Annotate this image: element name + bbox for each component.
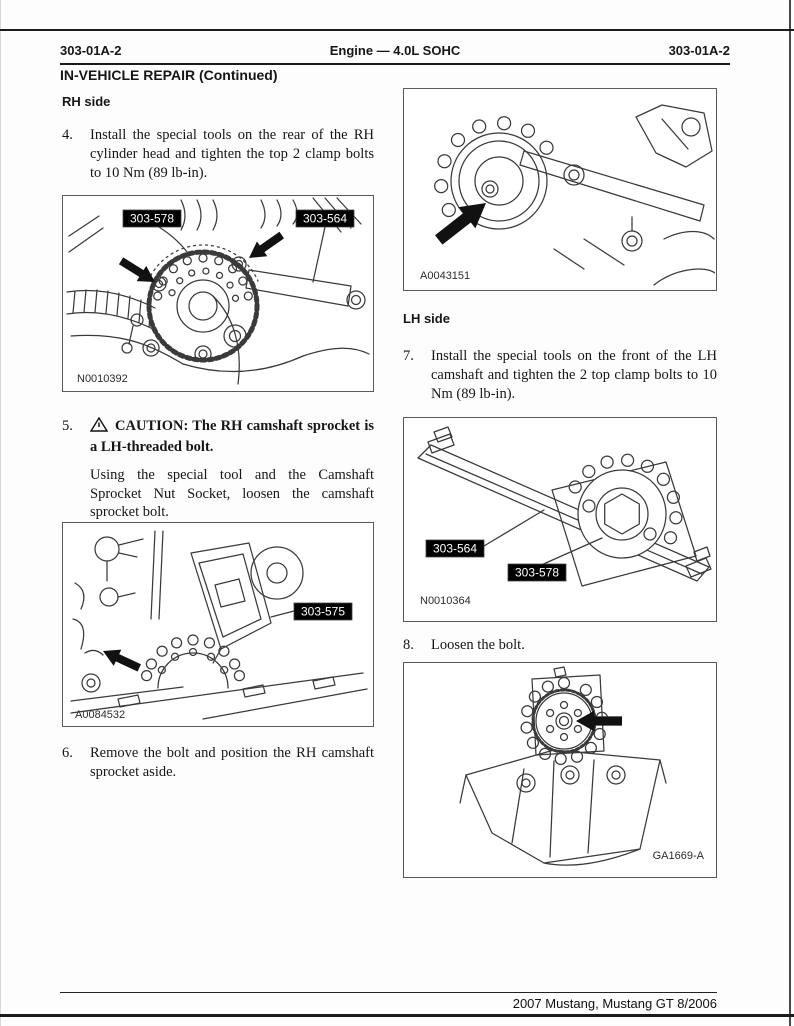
step-6 bbox=[62, 744, 374, 782]
figure-code: N0010364 bbox=[420, 595, 471, 607]
fig2-line-art bbox=[71, 531, 367, 719]
header-right-code: 303-01A-2 bbox=[668, 43, 730, 58]
step-7-text: Install the special tools on the front of the LH camshaft and tighten the 2 top clamp bolts to 10 Nm (89 lb-in). bbox=[431, 348, 717, 402]
lh-side-heading: LH side bbox=[403, 311, 450, 326]
figure-lh-tools bbox=[403, 417, 717, 622]
fig4-illustration bbox=[404, 418, 715, 620]
step-6-number: 6. bbox=[62, 745, 73, 761]
fig3-line-art bbox=[435, 105, 715, 285]
step-8-text: Loosen the bolt. bbox=[431, 637, 525, 653]
figure-code: GA1669-A bbox=[652, 850, 704, 862]
figure-lh-loosen-bolt bbox=[403, 662, 717, 878]
fig1-illustration bbox=[63, 196, 372, 390]
figure-code: A0084532 bbox=[75, 709, 126, 721]
header-left-code: 303-01A-2 bbox=[60, 43, 122, 58]
step-5-number: 5. bbox=[62, 418, 73, 434]
fig3-arrow bbox=[430, 192, 494, 250]
step-5-caution bbox=[90, 417, 374, 457]
fig2-arrow bbox=[99, 643, 143, 676]
step-7-number: 7. bbox=[403, 348, 414, 364]
header-rule bbox=[60, 63, 730, 65]
page-top-rule bbox=[0, 29, 794, 31]
fig5-illustration bbox=[404, 663, 715, 876]
tool-label-303-564-text: 303-564 bbox=[302, 211, 348, 226]
caution-icon bbox=[90, 417, 108, 438]
step-6-text: Remove the bolt and position the RH camshaft sprocket aside. bbox=[90, 745, 374, 780]
tool-label-303-575-text: 303-575 bbox=[300, 604, 346, 619]
figure-rh-loosen-tool bbox=[62, 522, 374, 727]
fig5-line-art bbox=[460, 667, 666, 865]
footer-rule bbox=[60, 992, 717, 993]
step-5-text: Using the special tool and the Camshaft Sprocket Nut Socket, loosen the camshaft sprocket bolt. bbox=[90, 466, 374, 521]
step-5 bbox=[62, 417, 374, 522]
page-left-edge bbox=[0, 0, 1, 1026]
tool-label-303-564-text: 303-564 bbox=[432, 541, 478, 556]
fig3-illustration bbox=[404, 89, 715, 289]
tool-label-303-578-text: 303-578 bbox=[129, 211, 175, 226]
figure-lh-sprocket bbox=[403, 88, 717, 291]
footer-text: 2007 Mustang, Mustang GT 8/2006 bbox=[512, 996, 717, 1011]
fig1-arrow-right bbox=[244, 228, 287, 266]
page-bottom-rule bbox=[0, 1014, 794, 1017]
step-4-text: Install the special tools on the rear of the RH cylinder head and tighten the top 2 clamp bolts to 10 Nm (89 lb-in). bbox=[90, 127, 374, 181]
page-header bbox=[60, 43, 730, 58]
figure-code: N0010392 bbox=[77, 373, 128, 385]
step-4-number: 4. bbox=[62, 127, 73, 143]
page-right-edge-tab bbox=[789, 0, 791, 1026]
fig2-illustration bbox=[63, 523, 372, 725]
tool-label-303-578-text: 303-578 bbox=[514, 565, 560, 580]
figure-code: A0043151 bbox=[420, 270, 471, 282]
rh-side-heading: RH side bbox=[62, 94, 111, 109]
step-7 bbox=[403, 347, 717, 404]
step-8 bbox=[403, 636, 717, 655]
fig4-line-art bbox=[418, 427, 711, 586]
step-4 bbox=[62, 126, 374, 183]
section-title: IN-VEHICLE REPAIR (Continued) bbox=[60, 67, 278, 83]
header-title: Engine — 4.0L SOHC bbox=[329, 43, 461, 58]
figure-rh-clamp-tools bbox=[62, 195, 374, 392]
step-8-number: 8. bbox=[403, 637, 414, 653]
step-5-caution-text: CAUTION: The RH camshaft sprocket is a LH-threaded bolt. bbox=[90, 418, 374, 455]
